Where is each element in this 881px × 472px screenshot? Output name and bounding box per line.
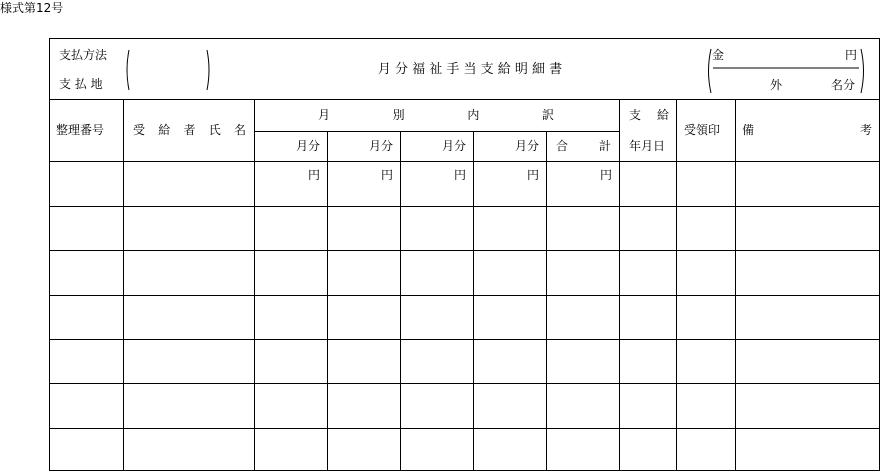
yen-unit: 円 <box>453 168 466 182</box>
row-divider <box>50 250 879 251</box>
row-divider <box>50 206 879 207</box>
row-divider <box>50 428 879 429</box>
header-divider <box>50 99 879 100</box>
yen-unit: 円 <box>307 168 320 182</box>
row-divider <box>50 339 879 340</box>
yen-unit: 円 <box>526 168 539 182</box>
payment-date-header: 年月日 <box>629 139 666 153</box>
form-number: 様式第12号 <box>0 1 64 15</box>
row-divider <box>50 295 879 296</box>
total-header: 合 計 <box>556 139 611 153</box>
column-divider <box>254 99 255 470</box>
yen-unit: 円 <box>380 168 393 182</box>
amount-unit: 円 <box>845 48 858 62</box>
payment-place-label: 支 払 地 <box>59 77 103 91</box>
column-divider <box>619 99 620 470</box>
payment-bracket <box>124 49 212 91</box>
yen-unit: 円 <box>599 168 612 182</box>
payment-method-label: 支払方法 <box>59 48 108 62</box>
month-portion-header: 月分 <box>295 139 320 153</box>
payment-header: 支 給 <box>629 108 669 122</box>
serial-number-header: 整理番号 <box>56 123 105 137</box>
amount-prefix: 金 <box>712 48 725 62</box>
benefit-statement-table <box>49 38 880 471</box>
column-divider <box>735 99 736 470</box>
column-divider <box>123 99 124 470</box>
row-divider <box>50 383 879 384</box>
document-title: 月 分 福 祉 手 当 支 給 明 細 書 <box>377 62 563 77</box>
persons-unit: 名分 <box>831 78 856 92</box>
column-divider <box>676 99 677 470</box>
month-portion-header: 月分 <box>368 139 393 153</box>
month-portion-header: 月分 <box>441 139 466 153</box>
recipient-name-header: 受 給 者 氏 名 <box>133 123 246 137</box>
receipt-seal-header: 受領印 <box>684 123 721 137</box>
others-label: 外 <box>770 78 783 92</box>
monthly-breakdown-header: 月 別 内 訳 <box>318 108 554 122</box>
remarks-header: 備 考 <box>742 123 872 137</box>
column-header-divider <box>50 161 879 162</box>
month-portion-header: 月分 <box>514 139 539 153</box>
subheader-divider <box>254 131 619 132</box>
